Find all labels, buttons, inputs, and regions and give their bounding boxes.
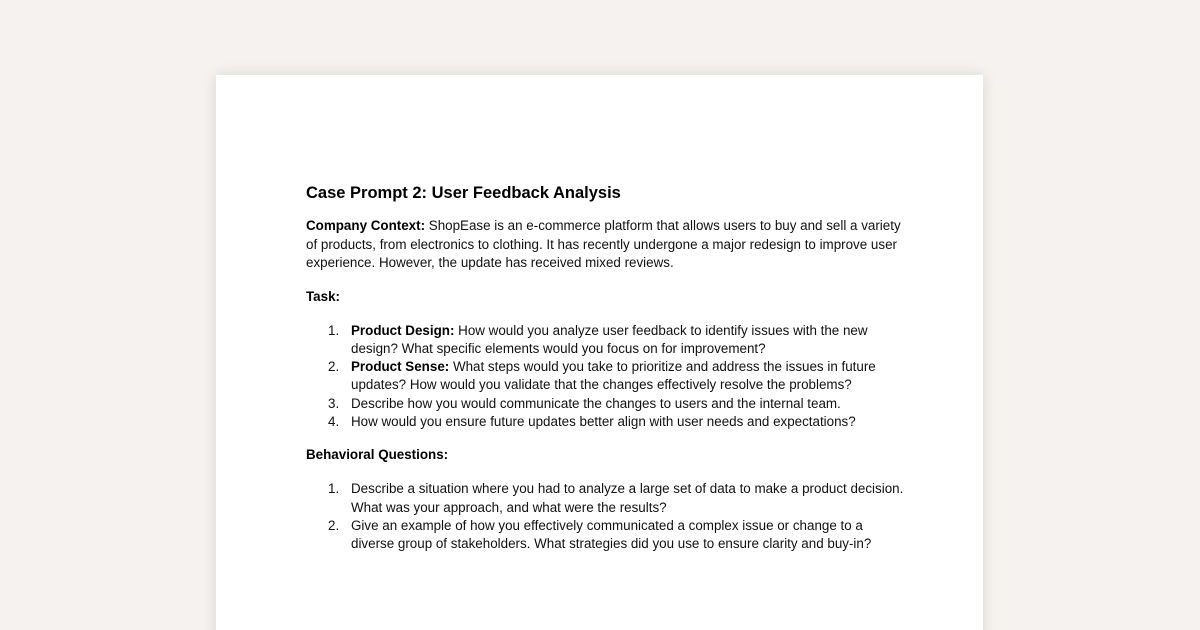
behavioral-text: Give an example of how you effectively communicated a complex issue or change to a diverse group of stakeholders. What strategies did you use to ensure clarity and buy-in? bbox=[351, 517, 872, 552]
document-content bbox=[306, 183, 906, 553]
behavioral-number: 2. bbox=[328, 517, 340, 533]
task-label: Product Design: bbox=[351, 322, 455, 338]
task-text: How would you ensure future updates better align with user needs and expectations? bbox=[351, 413, 856, 429]
behavioral-number: 1. bbox=[328, 481, 340, 497]
task-item bbox=[306, 358, 906, 395]
behavioral-heading: Behavioral Questions: bbox=[306, 447, 449, 463]
company-context-paragraph bbox=[306, 217, 906, 273]
task-number: 4. bbox=[328, 413, 340, 429]
task-heading: Task: bbox=[306, 288, 340, 304]
behavioral-text: Describe a situation where you had to analyze a large set of data to make a product decision. What was your approach, and what were the results? bbox=[351, 481, 904, 515]
behavioral-item bbox=[306, 517, 906, 554]
task-label: Product Sense: bbox=[351, 359, 450, 375]
behavioral-list bbox=[306, 480, 906, 553]
task-text: How would you analyze user feedback to identify issues with the new design? What specific elements would you focus on for improvement? bbox=[351, 322, 868, 356]
company-context-label: Company Context: bbox=[306, 218, 426, 233]
document-title: Case Prompt 2: User Feedback Analysis bbox=[306, 184, 621, 202]
task-number: 2. bbox=[328, 359, 340, 375]
task-item bbox=[306, 322, 906, 359]
task-text: Describe how you would communicate the changes to users and the internal team. bbox=[351, 395, 841, 411]
company-context-text: ShopEase is an e-commerce platform that allows users to buy and sell a variety of products, from electronics to clothing. It has recently undergone a major redesign to improve user experience. However, the update has received mixed reviews. bbox=[306, 218, 901, 270]
task-item bbox=[306, 413, 906, 431]
task-text: What steps would you take to prioritize and address the issues in future updates? How would you validate that the changes effectively resolve the problems? bbox=[351, 359, 876, 393]
document-page bbox=[216, 75, 983, 630]
task-number: 3. bbox=[328, 395, 340, 411]
behavioral-item bbox=[306, 480, 906, 517]
task-number: 1. bbox=[328, 322, 340, 338]
task-list bbox=[306, 322, 906, 432]
task-item bbox=[306, 395, 906, 413]
